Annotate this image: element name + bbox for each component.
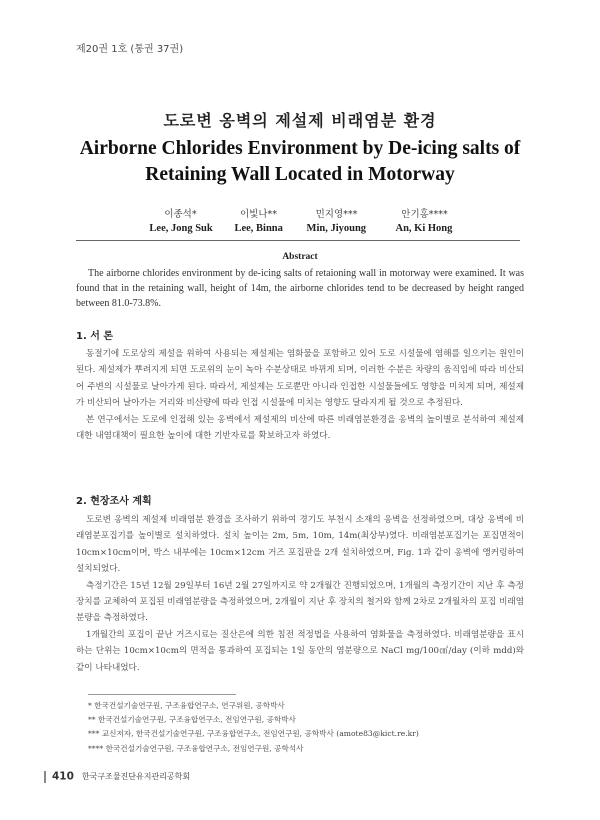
page-footer [44,766,190,785]
page-number: 410 [52,770,74,783]
authors-english [0,223,600,234]
footer-bar [44,771,46,783]
author-1-ko: 이종석* [164,209,197,220]
title-english-line-2: Retaining Wall Located in Motorway [145,164,455,185]
section-2-paragraph-1: 도로변 옹벽의 제설제 비래염분 환경을 조사하기 위하여 경기도 부천시 소재의 옹벽을 선정하였으며, 대상 옹벽에 비래염분포집기를 높이별로 설치하였다. 설치 높이는 2m, 5m, 10m, 14m(최상부)였다. 비래염분포집기는 포집면적이 10cm×10cm이며, 박스 내부에는 10cm×12cm 거즈 포집판을 2개 설치하였으며, Fig. 1과 같이 옹벽에 앵커링하여 설치되었다. [76,515,524,575]
author-3-en: Min, Jiyoung [306,223,367,234]
footnote-2: ** 한국건설기술연구원, 구조융합연구소, 전임연구원, 공학박사 [88,715,296,725]
section-1-body [76,346,524,444]
footnote-1: * 한국건설기술연구원, 구조융합연구소, 연구위원, 공학박사 [88,701,285,710]
section-2-paragraph-3: 1개월간의 포집이 끝난 거즈시료는 질산은에 의한 침전 적정법을 사용하여 염화물을 측정하였다. 비래염분량을 표시하는 단위는 10cm×10cm의 면적을 통과하여 포집되는 1일 동안의 염분량으로 NaCl mg/100㎠/day (이하 mdd)와 같이 나타내었다. [76,629,524,673]
section-2-heading: 2. 현장조사 계획 [76,496,152,507]
author-2-en: Lee, Binna [234,223,283,234]
section-1-paragraph-1: 동절기에 도로상의 제설을 위하여 사용되는 제설제는 염화물을 포함하고 있어 도로 시설물에 염해를 일으키는 원인이 된다. 제설제가 뿌려지게 되면 도로위의 눈이 녹아 수분상태로 바뀌게 되며, 이러한 수분은 차량의 움직임에 따라 비산되어 주변의 시설물로 날아가게 된다. 따라서, 제설제는 도로뿐만 아니라 인접한 시설물들에도 영향을 미치게 되며, 제설제가 비산되어 날아가는 거리와 비산량에 따라 인접 시설물에 미치는 영향도 달라지게 될 것으로 추정된다. [76,349,524,409]
journal-name: 한국구조물진단유지관리공학회 [81,772,191,781]
title-korean: 도로변 옹벽의 제설제 비래염분 환경 [163,111,437,130]
abstract-text: The airborne chlorides environment by de-icing salts of retaioning wall in motorway were examined. It was found that in the retaining wall, height of 14m, the airborne chlorides tend to be decreased by height ranged between 81.0-73.8%. [76,268,524,309]
abstract-divider [76,240,520,241]
authors-korean [0,206,600,220]
footnote-3: *** 교신저자, 한국건설기술연구원, 구조융합연구소, 전임연구원, 공학박사 (amote83@kict.re.kr) [88,729,419,739]
abstract-heading: Abstract [282,252,318,262]
section-2-body [76,512,524,676]
running-head: 제20권 1호 (통권 37권) [76,44,184,55]
author-1-en: Lee, Jong Suk [149,223,213,234]
author-4-ko: 안기홍**** [401,209,448,220]
author-3-ko: 민지영*** [315,209,358,220]
footnote-divider [88,694,236,695]
footnotes [88,699,419,756]
title-english [60,136,540,188]
section-1-heading: 1. 서 론 [76,331,114,342]
title-english-line-1: Airborne Chlorides Environment by De-icing salts of [79,138,521,159]
author-2-ko: 이빛나** [239,209,277,220]
footnote-4: **** 한국건설기술연구원, 구조융합연구소, 전임연구원, 공학석사 [88,743,304,753]
section-2-paragraph-2: 측정기간은 15년 12월 29일부터 16년 2월 27일까지로 약 2개월간 진행되었으며, 1개월의 측정기간이 지난 후 측정장치를 교체하여 포집된 비래염분량을 측정하였으며, 2개월이 지난 후 장치의 철거와 함께 2차로 2개월차의 포집 비래염분량을 측정하였다. [76,580,524,624]
author-4-en: An, Ki Hong [395,223,453,234]
section-1-paragraph-2: 본 연구에서는 도로에 인접해 있는 옹벽에서 제설제의 비산에 따른 비래염분환경을 옹벽의 높이별로 분석하여 제설제 대한 내염대책이 필요한 높이에 대한 기반자료를 확보하고자 하였다. [76,414,524,442]
